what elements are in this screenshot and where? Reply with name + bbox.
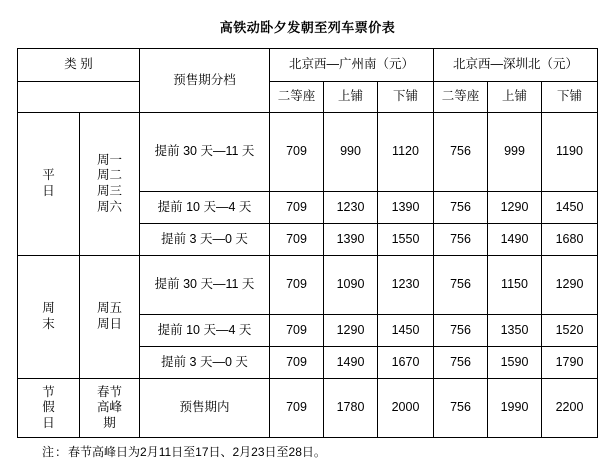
price-cell: 1150 xyxy=(488,256,542,315)
price-cell: 709 xyxy=(270,224,324,256)
note-text: 春节高峰日为2月11日至17日、2月23日至28日。 xyxy=(68,445,326,459)
price-cell: 1550 xyxy=(378,224,434,256)
price-cell: 1790 xyxy=(542,347,598,379)
price-cell: 1290 xyxy=(324,315,378,347)
header-stage: 预售期分档 xyxy=(140,49,270,113)
header-seat-class-1: 二等座 xyxy=(270,82,324,113)
price-cell: 1680 xyxy=(542,224,598,256)
price-cell: 1230 xyxy=(324,192,378,224)
price-cell: 2000 xyxy=(378,379,434,438)
price-cell: 999 xyxy=(488,113,542,192)
price-cell: 1590 xyxy=(488,347,542,379)
price-cell: 756 xyxy=(434,113,488,192)
price-cell: 756 xyxy=(434,192,488,224)
stage-label: 提前 30 天—11 天 xyxy=(140,256,270,315)
price-cell: 709 xyxy=(270,192,324,224)
price-cell: 1450 xyxy=(378,315,434,347)
table-subheader-row xyxy=(17,82,597,113)
stage-label: 预售期内 xyxy=(140,379,270,438)
header-seat-class-3: 下铺 xyxy=(378,82,434,113)
price-cell: 2200 xyxy=(542,379,598,438)
price-cell: 1230 xyxy=(378,256,434,315)
stage-label: 提前 3 天—0 天 xyxy=(140,347,270,379)
table-row xyxy=(17,379,597,438)
price-cell: 1490 xyxy=(324,347,378,379)
price-cell: 1190 xyxy=(542,113,598,192)
price-cell: 709 xyxy=(270,113,324,192)
header-seat-class-5: 上铺 xyxy=(488,82,542,113)
price-cell: 756 xyxy=(434,315,488,347)
price-cell: 990 xyxy=(324,113,378,192)
price-cell: 1450 xyxy=(542,192,598,224)
category-weekend: 周 末 xyxy=(17,256,79,379)
price-cell: 1390 xyxy=(378,192,434,224)
price-cell: 1520 xyxy=(542,315,598,347)
stage-label: 提前 30 天—11 天 xyxy=(140,113,270,192)
price-cell: 1090 xyxy=(324,256,378,315)
subcategory-spring-festival-peak: 春节 高峰 期 xyxy=(79,379,139,438)
price-cell: 1780 xyxy=(324,379,378,438)
price-cell: 1390 xyxy=(324,224,378,256)
category-holiday: 节 假 日 xyxy=(17,379,79,438)
price-cell: 756 xyxy=(434,224,488,256)
header-seat-class-4: 二等座 xyxy=(434,82,488,113)
header-route-2: 北京西—深圳北（元） xyxy=(434,49,598,82)
table-row xyxy=(17,113,597,192)
price-cell: 1490 xyxy=(488,224,542,256)
price-cell: 1290 xyxy=(488,192,542,224)
header-category-blank xyxy=(17,82,139,113)
header-seat-class-6: 下铺 xyxy=(542,82,598,113)
subcategory-weekday-days: 周一 周二 周三 周六 xyxy=(79,113,139,256)
price-cell: 709 xyxy=(270,315,324,347)
stage-label: 提前 3 天—0 天 xyxy=(140,224,270,256)
subcategory-weekend-days: 周五 周日 xyxy=(79,256,139,379)
fare-table xyxy=(17,48,598,438)
header-category: 类 别 xyxy=(17,49,139,82)
price-cell: 756 xyxy=(434,379,488,438)
price-cell: 709 xyxy=(270,379,324,438)
header-seat-class-2: 上铺 xyxy=(324,82,378,113)
price-cell: 1670 xyxy=(378,347,434,379)
stage-label: 提前 10 天—4 天 xyxy=(140,315,270,347)
note-label: 注： xyxy=(42,445,69,459)
price-cell: 1290 xyxy=(542,256,598,315)
price-cell: 1120 xyxy=(378,113,434,192)
price-cell: 1350 xyxy=(488,315,542,347)
table-row xyxy=(17,256,597,315)
price-cell: 756 xyxy=(434,347,488,379)
table-header-row xyxy=(17,49,597,82)
page-title: 高铁动卧夕发朝至列车票价表 xyxy=(219,20,396,35)
category-weekday: 平 日 xyxy=(17,113,79,256)
price-cell: 709 xyxy=(270,347,324,379)
price-cell: 1990 xyxy=(488,379,542,438)
price-cell: 709 xyxy=(270,256,324,315)
header-route-1: 北京西—广州南（元） xyxy=(270,49,434,82)
price-cell: 756 xyxy=(434,256,488,315)
table-note xyxy=(0,444,615,461)
stage-label: 提前 10 天—4 天 xyxy=(140,192,270,224)
